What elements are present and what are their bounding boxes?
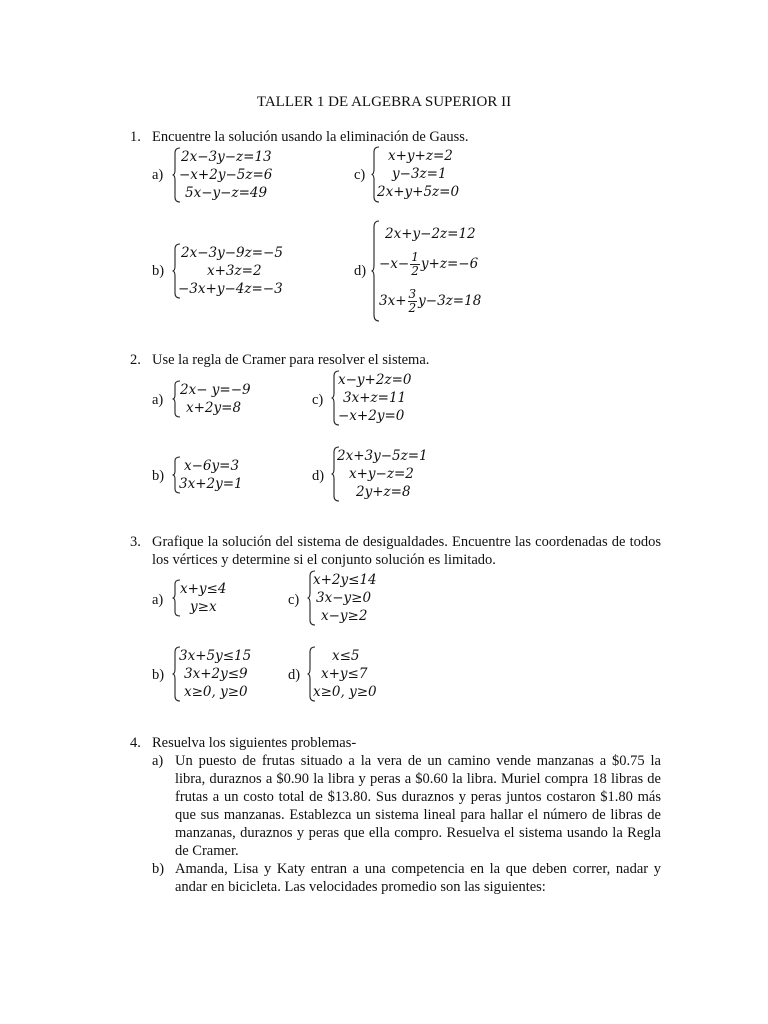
inequality: x+y≤4 [180,581,227,597]
system-2c-label: c) [312,392,324,408]
system-3c-label: c) [288,592,300,608]
system-2a-label: a) [152,392,164,408]
equation-part: y+z=−6 [420,256,479,272]
equation: 2y+z=8 [356,484,411,500]
equation: 2x+y+5z=0 [377,184,460,200]
section-3-number: 3. [130,534,141,550]
section-2-number: 2. [130,352,141,368]
equation: y−3z=1 [392,166,447,182]
inequality: 3x+5y≤15 [179,648,252,664]
equation-part: 3x+ [379,293,407,309]
problem-b-text: Amanda, Lisa y Katy entran a una competencia en la que deben correr, nadar y andar en bicicleta. Las velocidades promedio son las siguientes: [175,861,661,895]
equation-with-fraction [379,288,481,315]
problem-b-label: b) [152,861,165,877]
system-2b [172,456,282,494]
inequality: 3x−y≥0 [316,590,372,606]
system-3a [172,579,272,617]
equation-part: −x− [379,256,410,272]
inequality: y≥x [190,599,217,615]
equation: −x+2y=0 [338,408,405,424]
equation: 3x+z=11 [343,390,407,406]
system-1a-label: a) [152,167,164,183]
equation: 2x− y=−9 [180,382,251,398]
section-3-text: Grafique la solución del sistema de desigualdades. Encuentre las coordenadas de todos los vértices y determine si el conjunto solución es limitado. [152,534,661,568]
section-1-text: Encuentre la solución usando la eliminación de Gauss. [152,129,469,145]
equation: x+2y=8 [186,400,242,416]
equation: x+3z=2 [207,263,262,279]
inequality: x+2y≤14 [313,572,377,588]
system-1c [371,146,481,203]
equation: 2x−3y−9z=−5 [181,245,283,261]
inequality: x+y≤7 [321,666,368,682]
system-3b [172,646,282,702]
equation: 2x+y−2z=12 [385,226,476,242]
fraction-numerator: 3 [408,287,417,301]
fraction [410,251,420,278]
fraction-denominator: 2 [408,301,417,315]
equation: 2x−3y−z=13 [181,149,272,165]
equation: 3x+2y=1 [179,476,243,492]
section-4-text: Resuelva los siguientes problemas- [152,735,357,751]
equation: 2x+3y−5z=1 [337,448,428,464]
system-3d-label: d) [288,667,301,683]
section-1-number: 1. [130,129,141,145]
fraction [408,288,418,315]
equation: x−y+2z=0 [338,372,412,388]
equation: x+y−z=2 [349,466,414,482]
system-3d [307,646,417,702]
fraction-numerator: 1 [411,250,419,264]
equation: x+y+z=2 [388,148,453,164]
equation: x−6y=3 [184,458,240,474]
system-1d [371,220,501,322]
inequality: x≥0, y≥0 [313,684,377,700]
system-2a [172,380,282,418]
system-1d-label: d) [354,263,367,279]
inequality: x≤5 [332,648,360,664]
system-1b [172,243,322,299]
equation: −x+2y−5z=6 [179,167,273,183]
equation-part: y−3z=18 [418,293,482,309]
system-1c-label: c) [354,167,366,183]
equation-with-fraction [379,251,478,278]
system-3b-label: b) [152,667,165,683]
system-2d-label: d) [312,468,325,484]
problem-a-text: Un puesto de frutas situado a la vera de un camino vende manzanas a $0.75 la libra, duraznos a $0.90 la libra y peras a $0.60 la libra. Muriel compra 18 libras de frutas a un costo total de $13.80. Sus duraznos y peras juntos costaron $1.80 más que sus manzanas. Establezca un sistema lineal para hallar el número de libras de manzanas, duraznos y peras que ella compro. Resuelva el sistema usando la Regla de Cramer. [175,753,661,859]
inequality: x≥0, y≥0 [184,684,248,700]
system-3c [307,570,417,626]
fraction-denominator: 2 [411,264,419,278]
system-3a-label: a) [152,592,164,608]
system-1a [172,147,322,203]
problem-a-label: a) [152,753,164,769]
system-2b-label: b) [152,468,165,484]
system-2c [331,370,441,426]
inequality: 3x+2y≤9 [184,666,248,682]
system-2d [331,446,441,502]
equation: −3x+y−4z=−3 [178,281,283,297]
section-2-text: Use la regla de Cramer para resolver el sistema. [152,352,430,368]
inequality: x−y≥2 [321,608,368,624]
equation: 5x−y−z=49 [185,185,268,201]
system-1b-label: b) [152,263,165,279]
section-4-number: 4. [130,735,141,751]
page-title: TALLER 1 DE ALGEBRA SUPERIOR II [256,94,512,110]
